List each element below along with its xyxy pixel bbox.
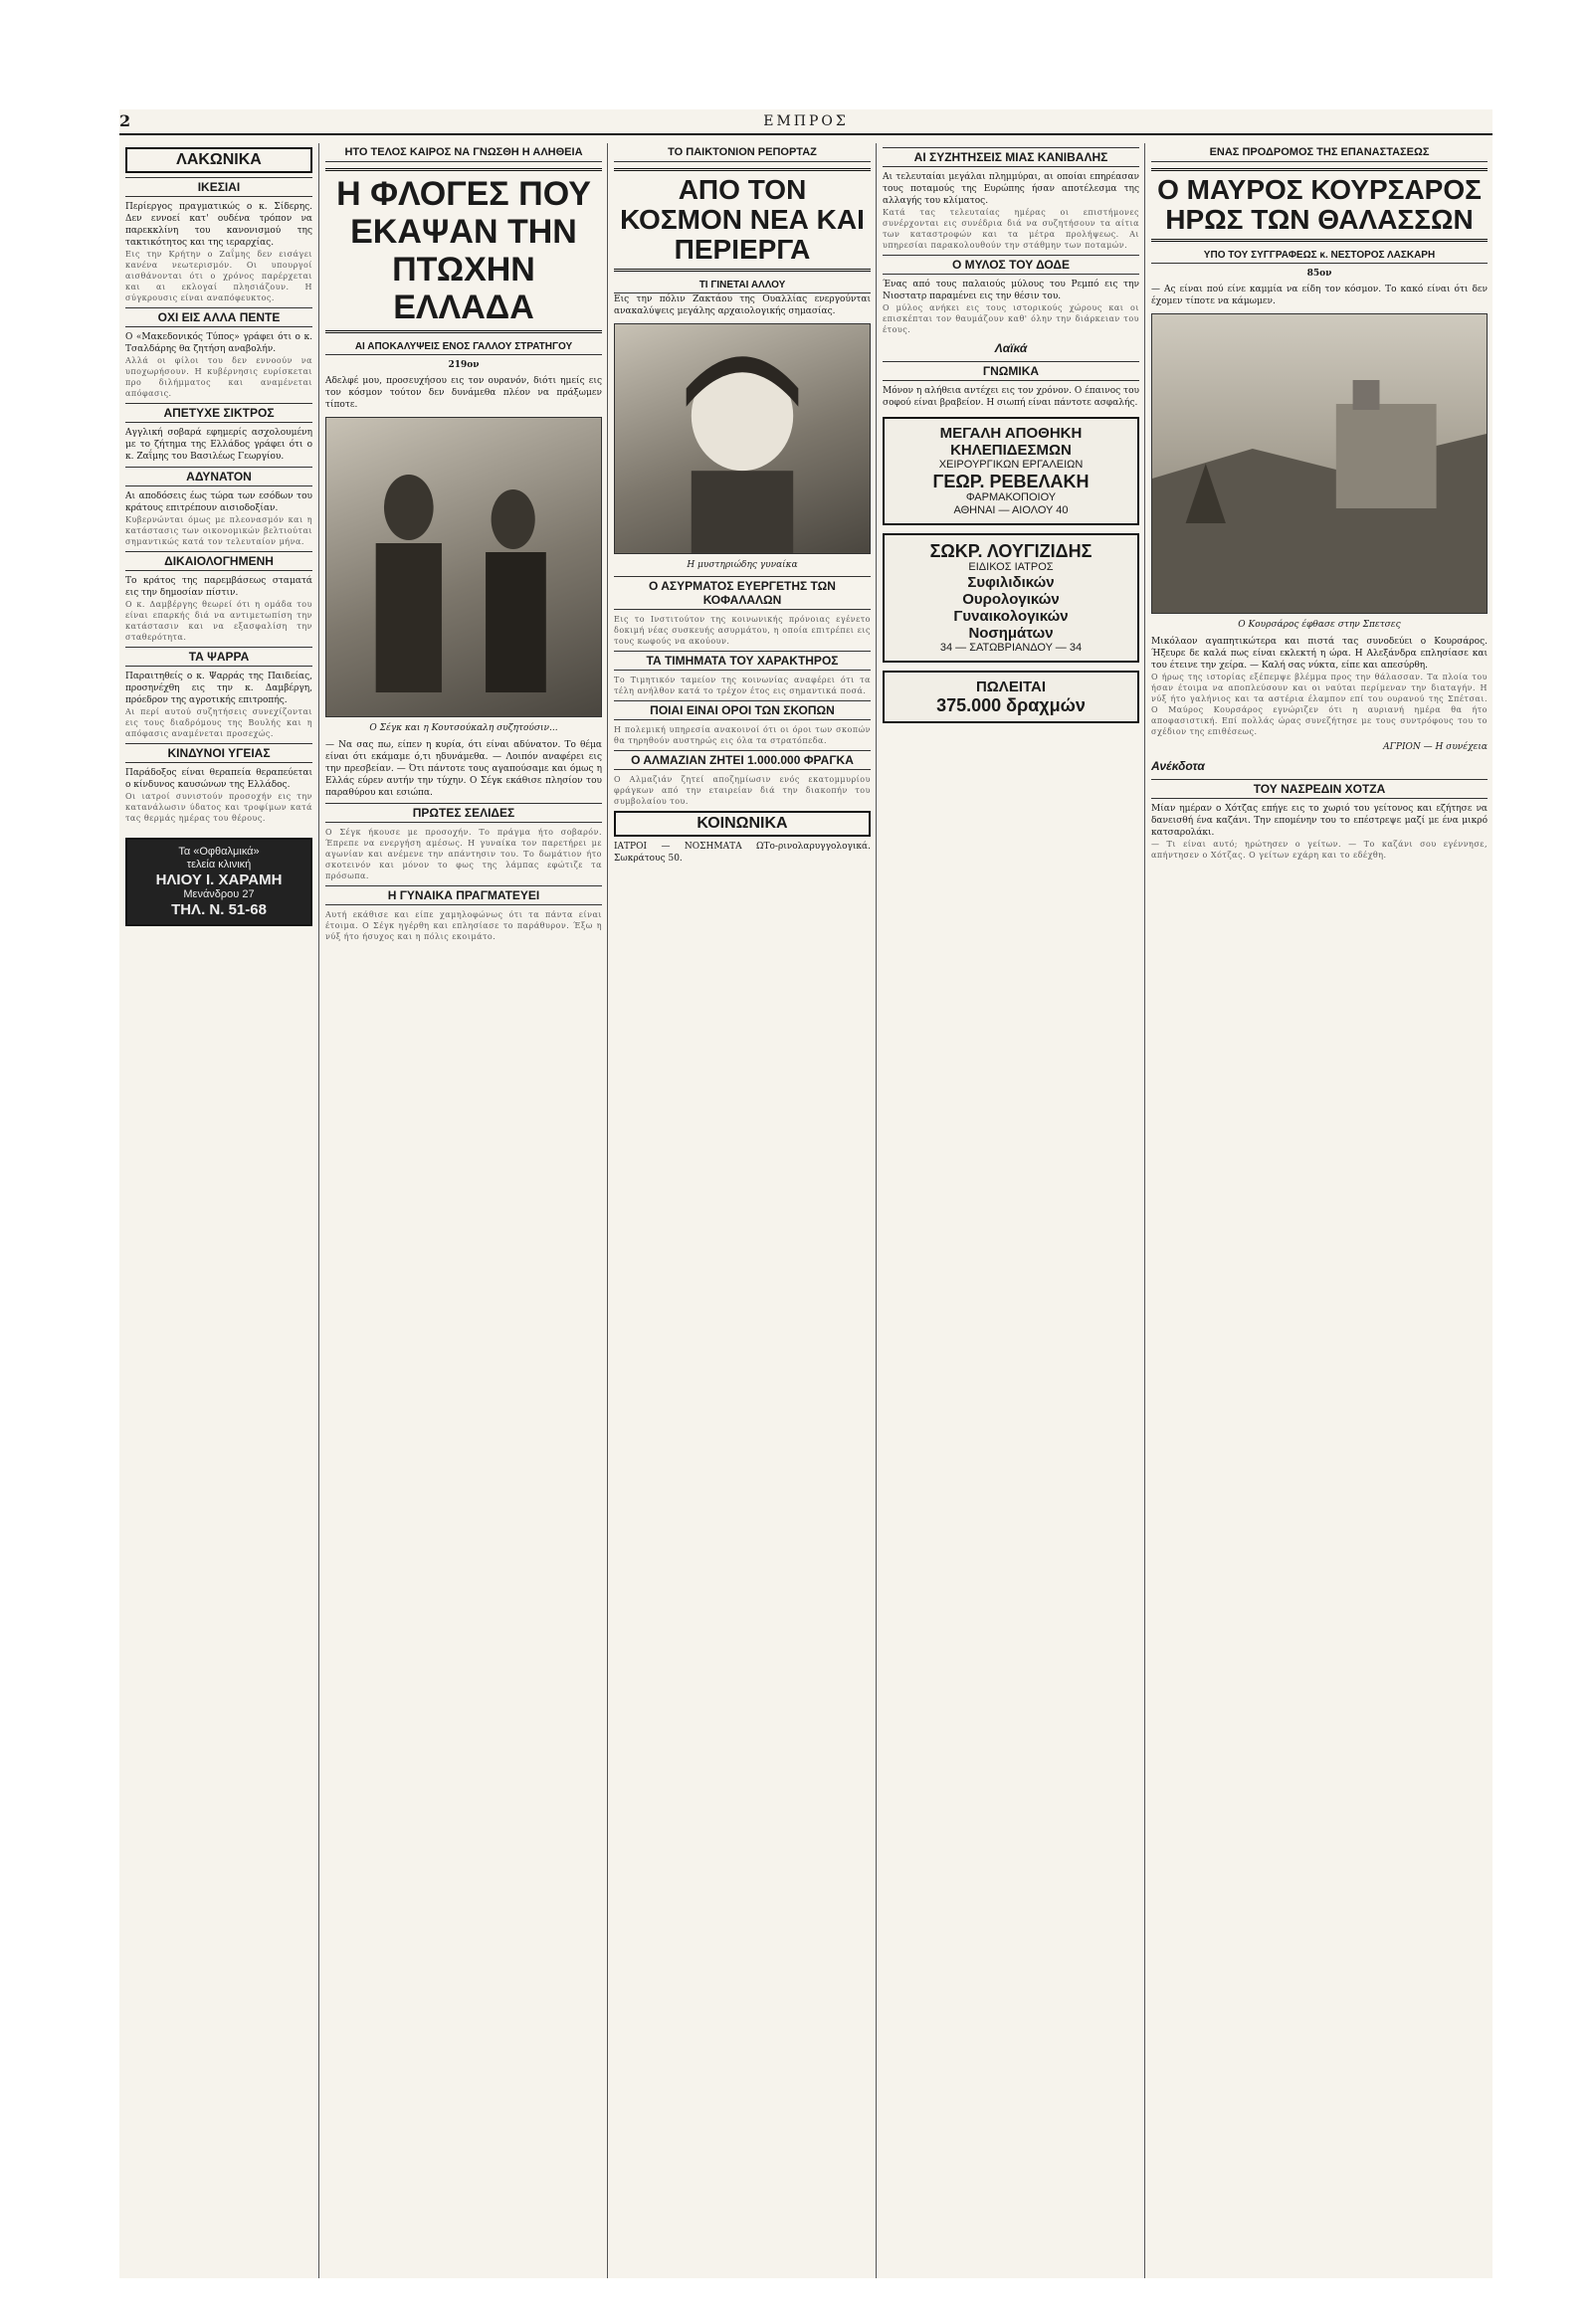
subsection-heading: Η ΓΥΝΑΙΚΑ ΠΡΑΓΜΑΤΕΥΕΙ — [325, 885, 602, 905]
filler-text: Ο Σέγκ ήκουσε με προσοχήν. Το πράγμα ήτο σοβαρόν. Έπρεπε να ενεργήση αμέσως. Η γυναίκα τον παρετήρει με αγωνίαν και ανέμενε την απάντησιν του. Το δωμάτιον ήτο σκοτεινόν και μόνον το φως της λάμπας εφώτιζε τα πρόσωπα. — [325, 828, 602, 880]
episode-number: 85ον — [1306, 269, 1332, 279]
news-item — [119, 743, 318, 824]
ad-line: Γυναικολογικών — [953, 608, 1069, 625]
section-heading: ΑΙ ΣΥΖΗΤΗΣΕΙΣ ΜΙΑΣ ΚΑΝΙΒΑΛΗΣ — [883, 147, 1139, 167]
photo-caption: Ο Σέγκ και η Κουτσούκαλη συζητούσιν... — [369, 723, 558, 733]
story-heading: Ο ΑΣΥΡΜΑΤΟΣ ΕΥΕΡΓΕΤΗΣ ΤΩΝ ΚΟΦΑΛΑΛΩΝ — [614, 576, 871, 610]
illustration-harbor — [1151, 313, 1488, 614]
section-heading: ΓΝΩΜΙΚΑ — [883, 361, 1139, 381]
portrait-mysterious-woman — [614, 323, 871, 554]
ad-doctor — [883, 533, 1139, 663]
column-black-corsair — [1144, 143, 1493, 2278]
ad-name: ΣΩΚΡ. ΛΟΥΓΙΖΙΔΗΣ — [929, 541, 1093, 561]
filler-text: — Τι είναι αυτό; ηρώτησεν ο γείτων. — Το καζάνι σου εγέννησε, απήντησεν ο Χότζας. Ο γείτων εχάρη και το εδέχθη. — [1151, 840, 1488, 860]
article-body: Αι τελευταίαι μεγάλαι πλημμύραι, αι οποίαι επηρέασαν τους ποταμούς της Ευρώπης ήσαν αποτέλεσμα της αλλαγής του κλίματος. — [883, 172, 1139, 206]
section-title: ΛΑΚΩΝΙΚΑ — [125, 147, 312, 173]
news-item — [119, 467, 318, 547]
ad-line: ΧΕΙΡΟΥΡΓΙΚΩΝ ΕΡΓΑΛΕΙΩΝ — [938, 459, 1084, 471]
item-heading: ΑΠΕΤΥΧΕ ΣΙΚΤΡΟΣ — [125, 403, 312, 423]
column-world-news — [607, 143, 877, 2278]
social-notes: ΙΑΤΡΟΙ — ΝΟΣΗΜΑΤΑ ΩΤο-ρινολαρυγγολογικά. Σωκράτους 50. — [614, 842, 871, 864]
ad-address: 34 — ΣΑΤΩΒΡΙΑΝΔΟΥ — 34 — [939, 642, 1083, 654]
subheadline: ΤΙ ΓΙΝΕΤΑΙ ΑΛΛΟΥ — [614, 278, 871, 293]
filler-text: Κατά τας τελευταίας ημέρας οι επιστήμονες συνέρχονται εις συνέδρια διά να συζητήσουν τα αίτια των καταστροφών και τα μέτρα προλήψεως. Αι υπηρεσίαι παρακολουθούν την στάθμην των ποταμών. — [883, 208, 1139, 250]
portrait-silhouette — [615, 324, 870, 553]
news-item — [119, 177, 318, 303]
column-misc — [876, 143, 1145, 2278]
filler-text: Εις το Ινστιτούτον της κοινωνικής πρόνοιας εγένετο δοκιμή νέας συσκευής ασυρμάτου, η οποία επιτρέπει εις τους κωφούς να ακούουν. — [614, 615, 871, 646]
story-heading: ΠΟΙΑΙ ΕΙΝΑΙ ΟΡΟΙ ΤΩΝ ΣΚΟΠΩΝ — [614, 700, 871, 720]
illustration-couple — [325, 417, 602, 717]
filler-text: Το Τιμητικόν ταμείον της κοινωνίας αναφέρει ότι τα τέλη ανήλθον κατά το τρέχον έτος εις σημαντικά ποσά. — [614, 676, 871, 695]
item-body: Αι αποδόσεις έως τώρα των εσόδων του κράτους επιτρέπουν αισιοδοξίαν. — [125, 491, 312, 513]
item-body: Το κράτος της παρεμβάσεως σταματά εις την δημοσίαν πίστιν. — [125, 576, 312, 598]
ad-line: ΕΙΔΙΚΟΣ ΙΑΤΡΟΣ — [968, 561, 1054, 573]
anecdote-title: ΤΟΥ ΝΑΣΡΕΔΙΝ ΧΟΤΖΑ — [1151, 779, 1488, 799]
filler-text: Αλλά οι φίλοι του δεν εννοούν να υποχωρήσουν. Η κυβέρνησις ευρίσκεται προ διλήμματος και αναμένεται απόφασις. — [125, 356, 312, 398]
kicker: ΤΟ ΠΑΙΚΤΟΝΙΟΝ ΡΕΠΟΡΤΑΖ — [614, 143, 871, 162]
ad-line: ΠΩΛΕΙΤΑΙ — [975, 678, 1047, 695]
story-body: Μικόλαον αγαπητικώτερα και πιστά τας συνοδεύει ο Κουρσάρος. Ήξευρε δε καλά πως είναι εκλεκτή η ώρα. Η Αλεξάνδρα επλησίασε και του έτεινε την χείρα. — Καλή σας νύκτα, είπε και απεσύρθη. — [1151, 637, 1488, 671]
filler-text: Η πολεμική υπηρεσία ανακοινοί ότι οι όροι των σκοπών θα τηρηθούν αυστηρώς εις όλα τα στρατόπεδα. — [614, 725, 871, 745]
ad-medical-supplies — [883, 417, 1139, 525]
ad-address: Μενάνδρου 27 — [183, 888, 255, 900]
filler-text: Αι περί αυτού συζητήσεις συνεχίζονται εις τους διαδρόμους της Βουλής και η απόφασις αναμένεται προσεχώς. — [125, 707, 312, 738]
item-heading: ΑΔΥΝΑΤΟΝ — [125, 467, 312, 486]
page-number: 2 — [119, 111, 134, 130]
news-item — [119, 647, 318, 739]
news-item — [119, 551, 318, 643]
newspaper-page — [119, 109, 1492, 2278]
item-body: Παραιτηθείς ο κ. Ψαρράς της Παιδείας, προσηνέχθη εις την κ. Δαμβέργη, πρόεδρον της αγροτικής επιτροπής. — [125, 672, 312, 705]
item-heading: ΔΙΚΑΙΟΛΟΓΗΜΕΝΗ — [125, 551, 312, 571]
ad-line: ΜΕΓΑΛΗ ΑΠΟΘΗΚΗ — [939, 425, 1083, 442]
item-heading: ΙΚΕΣΙΑΙ — [125, 177, 312, 197]
item-body: Ο «Μακεδονικός Τύπος» γράφει ότι ο κ. Τσαλδάρης θα ζητήση αναβολήν. — [125, 332, 312, 354]
headline: ΑΠΟ ΤΟΝ ΚΟΣΜΟΝ ΝΕΑ ΚΑΙ ΠΕΡΙΕΡΓΑ — [614, 168, 871, 272]
section-heading: Ο ΜΥΛΟΣ ΤΟΥ ΔΟΔΕ — [883, 255, 1139, 275]
story-heading: Ο ΑΛΜΑΖΙΑΝ ΖΗΤΕΙ 1.000.000 ΦΡΑΓΚΑ — [614, 750, 871, 770]
filler-text: Εις την Κρήτην ο Ζαΐμης δεν εισάγει κανένα νεωτερισμόν. Οι υπουργοί αισθάνονται ότι ο χρόνος παρέρχεται και αι εκλογαί πλησιάζουν. Η σύγκρουσις είναι αναπόφευκτος. — [125, 250, 312, 302]
ad-line: Νοσημάτων — [968, 625, 1054, 642]
section-heading: Λαϊκά — [994, 341, 1028, 355]
sayings-body: Μόνον η αλήθεια αντέχει εις τον χρόνον. Ο έπαινος του σοφού είναι βραβείον. Η σιωπή είναι πάντοτε ασφαλής. — [883, 386, 1139, 408]
ad-address: ΑΘΗΝΑΙ — ΑΙΟΛΟΥ 40 — [953, 504, 1069, 516]
column-lakonika — [119, 143, 318, 2278]
filler-text: Αυτή εκάθισε και είπε χαμηλοφώνως ότι τα πάντα είναι έτοιμα. Ο Σέγκ ηγέρθη και επλησίασε το παράθυρον. Έξω η νύξ ήτο ήσυχος και η πόλις εκοιμάτο. — [325, 910, 602, 941]
ad-line: ΦΑΡΜΑΚΟΠΟΙΟΥ — [965, 491, 1057, 503]
headline: Η ΦΛΟΓΕΣ ΠΟΥ ΕΚΑΨΑΝ ΤΗΝ ΠΤΩΧΗΝ ΕΛΛΑΔΑ — [325, 168, 602, 333]
ad-phone: ΤΗΛ. Ν. 51-68 — [171, 901, 267, 918]
ad-line: Ουρολογικών — [962, 591, 1060, 608]
item-heading: ΤΑ ΨΑΡΡΑ — [125, 647, 312, 667]
filler-text: Κυβερνώνται όμως με πλεονασμόν και η κατάστασις των οικονομικών βελτιούται σημαντικώς κατά τον τελευταίον μήνα. — [125, 515, 312, 546]
subsection-heading: ΠΡΩΤΕΣ ΣΕΛΙΔΕΣ — [325, 803, 602, 823]
masthead — [119, 109, 1492, 135]
ad-ophthalmic-clinic — [125, 838, 312, 926]
filler-text: Οι ιατροί συνιστούν προσοχήν εις την κατανάλωσιν ύδατος και τροφίμων κατά τας θερμάς ημέρας του θέρους. — [125, 792, 312, 823]
photo-caption: Ο Κουρσάρος έφθασε στην Σπετσες — [1238, 620, 1401, 630]
ad-line: Τα «Οφθαλμικά» — [178, 846, 260, 858]
article-body: Ένας από τους παλαιούς μύλους του Ρεμπό εις την Νιοστατρ παραμένει εις την θέσιν του. — [883, 280, 1139, 301]
ad-line: Συφιλιδικών — [967, 574, 1055, 591]
harbor-scene — [1152, 314, 1487, 613]
ad-price: 375.000 δραχμών — [936, 695, 1086, 715]
filler-text: Ο Αλμαζιάν ζητεί αποζημίωσιν ενός εκατομμυρίου φράγκων από την εταιρείαν διά την διακοπήν του συμβολαίου του. — [614, 775, 871, 806]
column-serial-story — [318, 143, 608, 2278]
ad-line: τελεία κλινική — [186, 859, 252, 871]
ad-for-sale — [883, 671, 1139, 723]
item-body: Παράδοξος είναι θεραπεία θεραπεύεται ο κίνδυνος καυσώνων της Ελλάδος. — [125, 768, 312, 790]
photo-caption: Η μυστηριώδης γυναίκα — [687, 560, 798, 570]
anecdote-body: Μίαν ημέραν ο Χότζας επήγε εις το χωριό του γείτονος και εζήτησε να δανεισθή ένα καζάνι. Την επομένην του το επέστρεψε μαζί με ένα μικρό κατσαρολάκι. — [1151, 804, 1488, 838]
continued-note: ΑΓΡΙΟΝ — Η συνέχεια — [1383, 742, 1488, 752]
item-heading: ΟΧΙ ΕΙΣ ΑΛΛΑ ΠΕΝΤΕ — [125, 307, 312, 327]
subheadline: ΥΠΟ ΤΟΥ ΣΥΓΓΡΑΦΕΩΣ κ. ΝΕΣΤΟΡΟΣ ΛΑΣΚΑΡΗ — [1151, 248, 1488, 264]
item-body: Περίεργος πραγματικώς ο κ. Σίδερης. Δεν εννοεί κατ' ουδένα τρόπον να παρεκκλίνη του κανονισμού της τακτικότητος και της ιεραρχίας. — [125, 202, 312, 248]
story-heading: ΤΑ ΤΙΜΗΜΑΤΑ ΤΟΥ ΧΑΡΑΚΤΗΡΟΣ — [614, 651, 871, 671]
headline: Ο ΜΑΥΡΟΣ ΚΟΥΡΣΑΡΟΣ ΗΡΩΣ ΤΩΝ ΘΑΛΑΣΣΩΝ — [1151, 168, 1488, 242]
episode-number: 219ον — [448, 360, 480, 370]
section-title: ΚΟΙΝΩΝΙΚΑ — [614, 811, 871, 837]
newspaper-title: ΕΜΠΡΟΣ — [763, 113, 849, 129]
lead-paragraph: — Ας είναι πού είνε καμμία να είδη τον κόσμον. Το κακό είναι ότι δεν έχομεν τίποτε να κάμωμεν. — [1151, 285, 1488, 306]
story-body: — Να σας πω, είπεν η κυρία, ότι είναι αδύνατον. Το θέμα είναι ότι εκάμαμε ό,τι ηδυνάμεθα. — Λοιπόν αναφέρει εις την πρεσβείαν. — Ότι πάντοτε τους αγαπούσαμε και όμως η Ελλάς εύρεν αυτήν την τύχην. Ο Σέγκ εκάθισε πλησίον του παραθύρου και εσιώπα. — [325, 740, 602, 798]
filler-text: Ο μύλος ανήκει εις τους ιστορικούς χώρους και οι επισκέπται τον θαυμάζουν καθ' όλην την διάρκειαν του έτους. — [883, 303, 1139, 334]
ad-line: ΚΗΛΕΠΙΔΕΣΜΩΝ — [950, 442, 1072, 459]
lead-paragraph: Εις την πόλιν Ζακτάου της Ουαλλίας ενεργούνται ανακαλύψεις μεγάλης αρχαιολογικής σημασίας. — [614, 294, 871, 316]
kicker: ΕΝΑΣ ΠΡΟΔΡΟΜΟΣ ΤΗΣ ΕΠΑΝΑΣΤΑΣΕΩΣ — [1151, 143, 1488, 162]
item-body: Αγγλική σοβαρά εφημερίς ασχολουμένη με το ζήτημα της Ελλάδος γράφει ότι ο κ. Ζαΐμης του Βασιλέως Γεωργίου. — [125, 428, 312, 462]
filler-text: Ο κ. Δαμβέργης θεωρεί ότι η ομάδα του είναι επαρκής διά να αντιμετωπίση την κατάστασιν και να εξασφαλίση την σταθερότητα. — [125, 600, 312, 642]
ad-name: ΓΕΩΡ. ΡΕΒΕΛΑΚΗ — [932, 472, 1090, 491]
news-item — [119, 403, 318, 463]
news-item — [119, 307, 318, 399]
item-heading: ΚΙΝΔΥΝΟΙ ΥΓΕΙΑΣ — [125, 743, 312, 763]
filler-text: Ο ήρως της ιστορίας εξέπεμψε βλέμμα προς την θάλασσαν. Τα πλοία του ήσαν έτοιμα να αποπλεύσουν και οι ναύται περίμεναν την διαταγήν. Η νύξ ήτο γαλήνιος και τα αστέρια έλαμπον επί του ουρανού της Σπέτσαι. Ο Μαύρος Κουρσάρος εγνώριζεν ότι η αυριανή ημέρα θα ήτο αποφασιστική. Επί πολλάς ώρας συνεζήτησε με τους συντρόφους του το σχέδιον της επιθέσεως. — [1151, 673, 1488, 736]
ad-name: ΗΛΙΟΥ Ι. ΧΑΡΑΜΗ — [155, 872, 283, 888]
lead-paragraph: Αδελφέ μου, προσευχήσου εις τον ουρανόν, διότι ημείς εις τον κόσμον τούτον δεν δυνάμεθα πλέον να πράξωμεν τίποτε. — [325, 376, 602, 410]
kicker: ΗΤΟ ΤΕΛΟΣ ΚΑΙΡΟΣ ΝΑ ΓΝΩΣΘΗ Η ΑΛΗΘΕΙΑ — [325, 143, 602, 162]
subheadline: ΑΙ ΑΠΟΚΑΛΥΨΕΙΣ ΕΝΟΣ ΓΑΛΛΟΥ ΣΤΡΑΤΗΓΟΥ — [325, 339, 602, 355]
section-heading: Ανέκδοτα — [1151, 759, 1205, 773]
figure-silhouettes — [326, 418, 601, 716]
